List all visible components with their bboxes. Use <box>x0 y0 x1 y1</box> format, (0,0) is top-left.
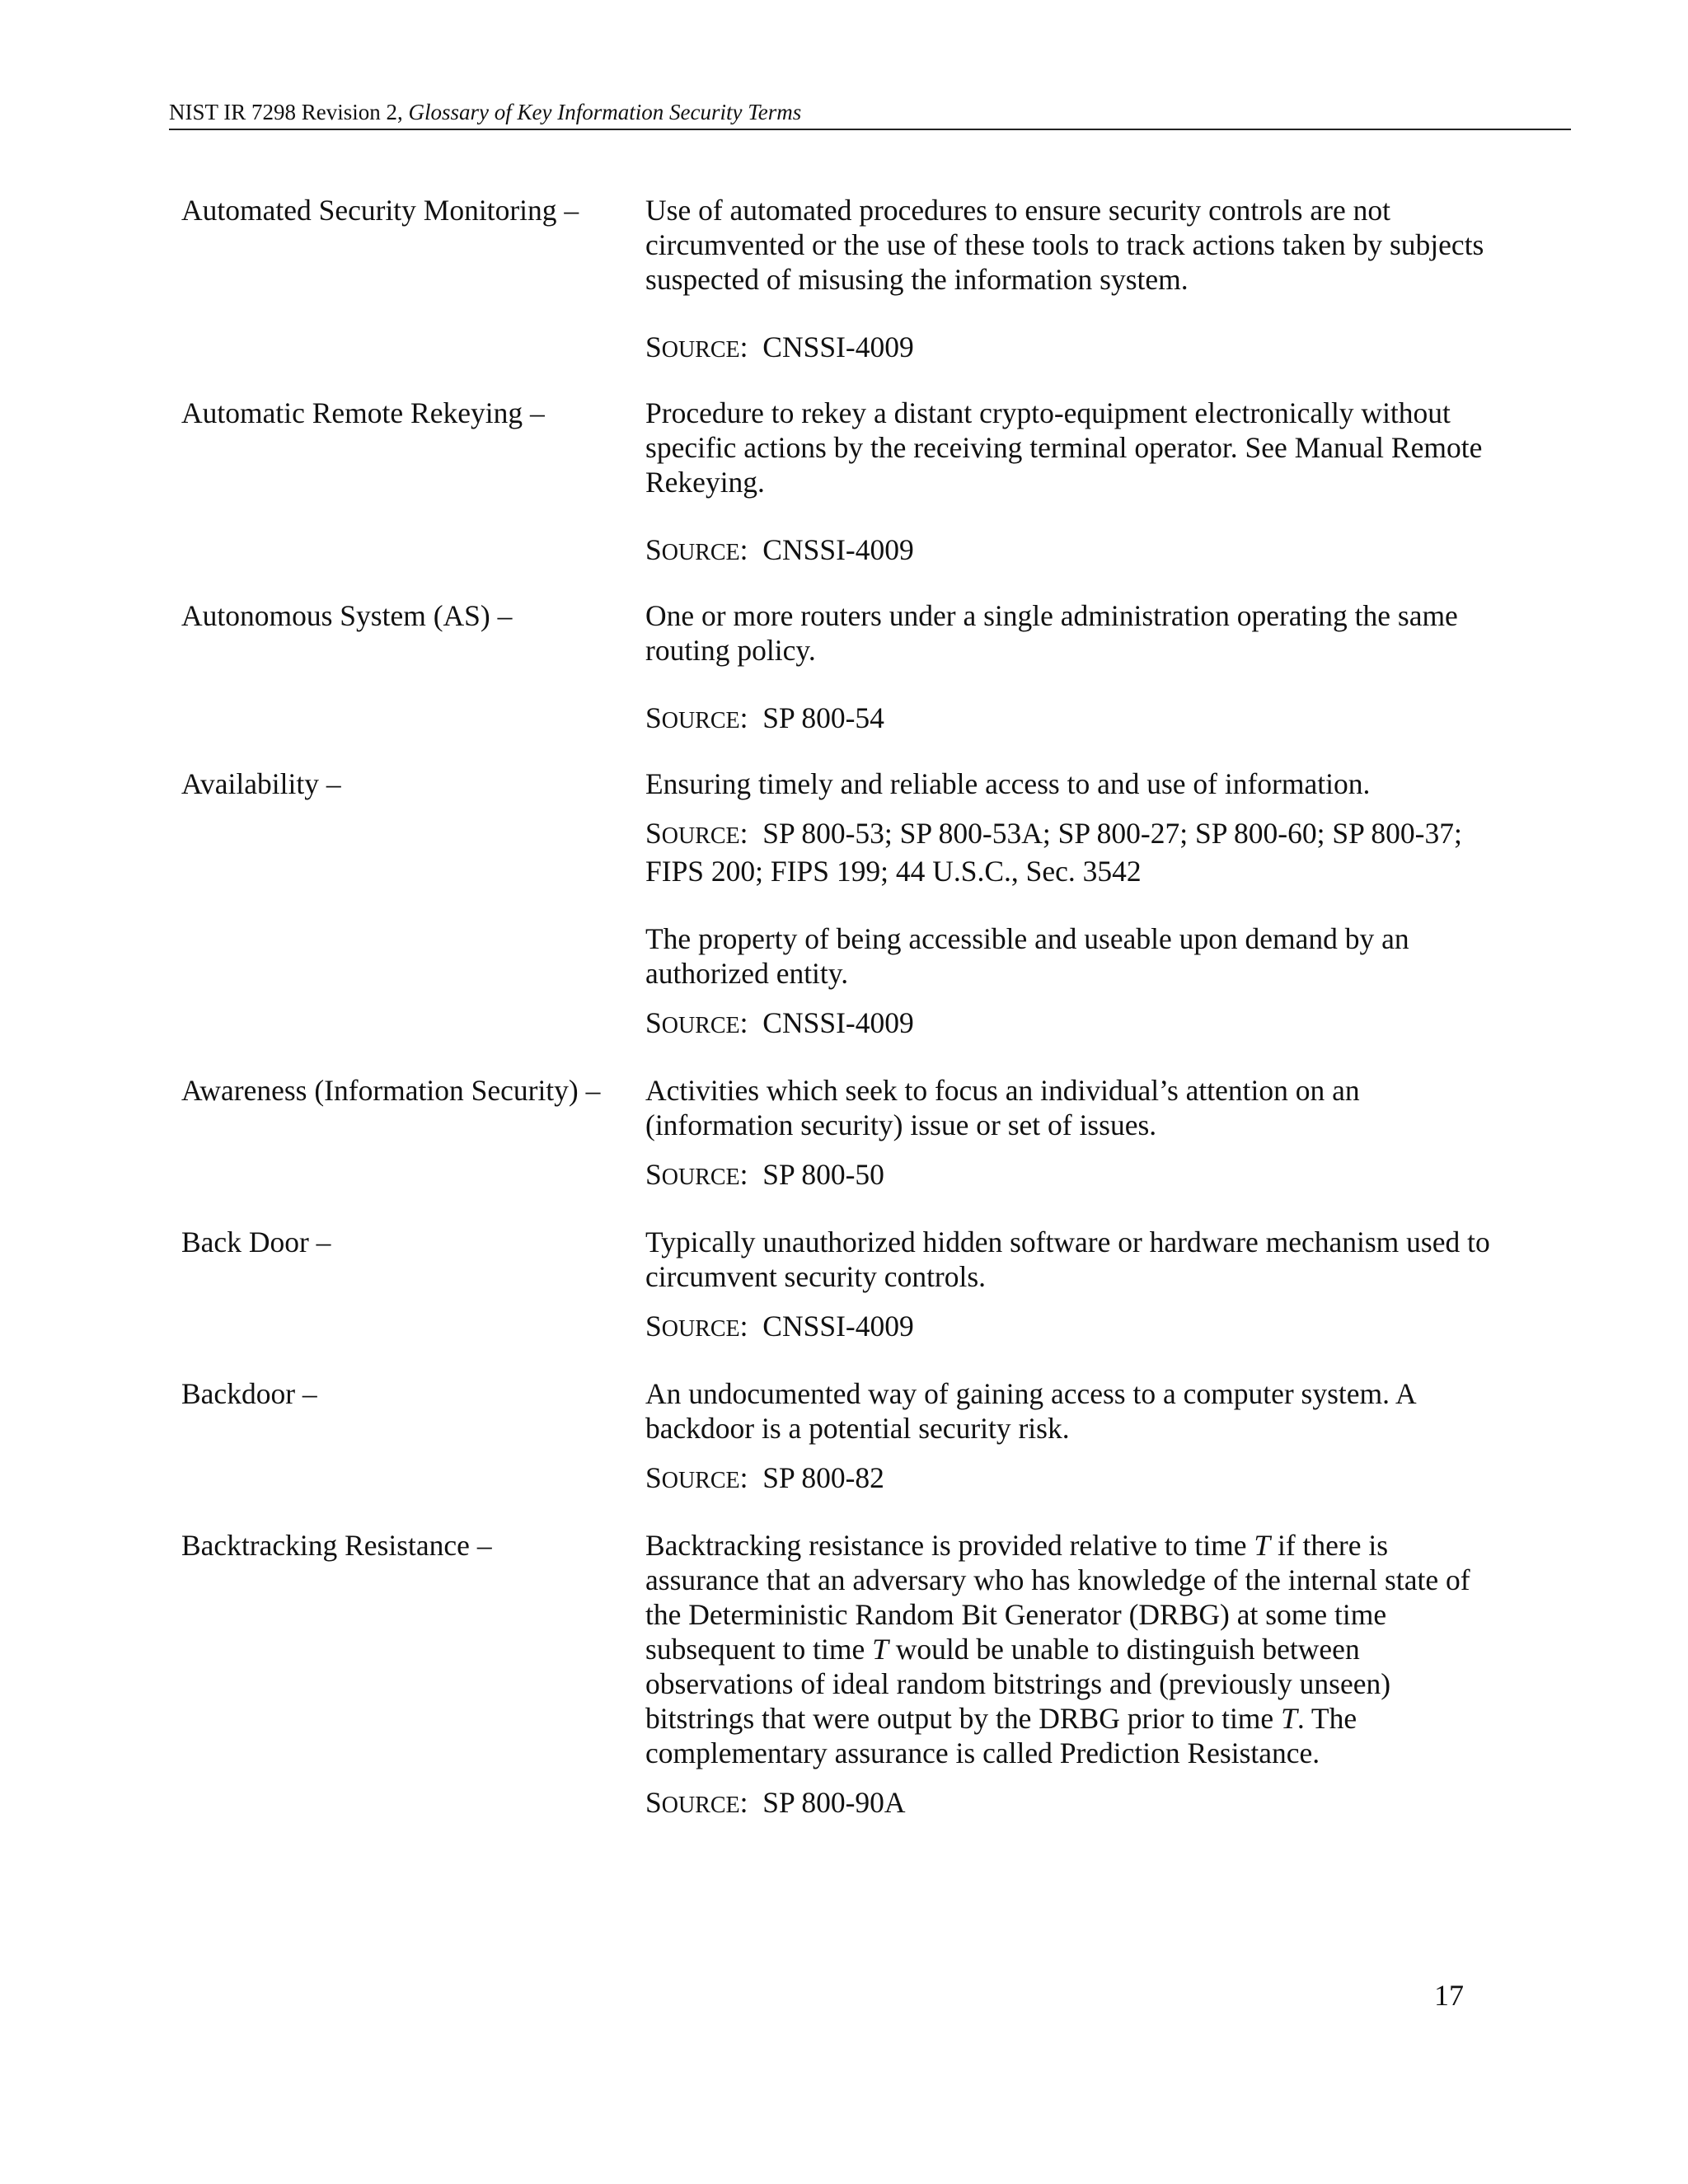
glossary-entry <box>181 1225 1500 1376</box>
source-value: CNSSI-4009 <box>762 533 914 566</box>
glossary-entries <box>181 193 1500 1823</box>
source-value: SP 800-50 <box>762 1158 884 1191</box>
source-value: CNSSI-4009 <box>762 1006 914 1039</box>
source-line <box>645 1005 1503 1043</box>
definition-text <box>645 1528 1503 1770</box>
source-line <box>645 701 1503 738</box>
definition-text-part: if there is assurance that an adversary who has knowledge of the internal state of the Deterministic Random Bit Generator (DRBG) at some time subsequent to time <box>645 1529 1470 1666</box>
source-label: SOURCE: <box>645 701 748 734</box>
source-label: SOURCE: <box>645 1461 748 1494</box>
definition-text: Procedure to rekey a distant crypto-equipment electronically without specific actions by the receiving terminal operator. See Manual Remote Rekeying. <box>645 396 1483 499</box>
glossary-entry <box>181 1073 1500 1225</box>
source-value: SP 800-90A <box>762 1786 906 1819</box>
glossary-definitions <box>645 1073 1503 1195</box>
glossary-definitions <box>645 1528 1503 1823</box>
source-label: SOURCE: <box>645 1310 748 1343</box>
definition-text: Ensuring timely and reliable access to and use of information. <box>645 767 1371 800</box>
glossary-term: Automatic Remote Rekeying – <box>181 396 545 429</box>
definition-text-part: would be unable to distinguish between observations of ideal random bitstrings and (previously unseen) bitstrings that were output by the DRBG prior to time <box>645 1633 1391 1735</box>
source-label: SOURCE: <box>645 1158 748 1191</box>
glossary-definitions <box>645 193 1503 368</box>
definition-text-part: . The complementary assurance is called Prediction Resistance. <box>645 1702 1357 1769</box>
header-doc-id: NIST IR 7298 Revision 2, <box>169 100 409 124</box>
source-label: SOURCE: <box>645 817 748 850</box>
source-label: SOURCE: <box>645 533 748 566</box>
source-line <box>645 1309 1503 1347</box>
glossary-term: Backtracking Resistance – <box>181 1529 492 1562</box>
source-label: SOURCE: <box>645 330 748 363</box>
glossary-term: Automated Security Monitoring – <box>181 194 579 227</box>
source-value: SP 800-53; SP 800-53A; SP 800-27; SP 800-60; SP 800-37; FIPS 200; FIPS 199; 44 U.S.C., Sec. 3542 <box>645 817 1462 888</box>
glossary-definitions <box>645 1376 1503 1498</box>
glossary-entry <box>181 193 1500 396</box>
glossary-entry <box>181 1376 1500 1528</box>
glossary-definitions <box>645 396 1503 570</box>
source-label: SOURCE: <box>645 1786 748 1819</box>
glossary-entry <box>181 766 1500 1073</box>
glossary-definitions <box>645 598 1503 738</box>
source-value: SP 800-82 <box>762 1461 884 1494</box>
source-line <box>645 1460 1503 1498</box>
source-line <box>645 816 1503 888</box>
running-header <box>169 97 1570 127</box>
glossary-term: Backdoor – <box>181 1377 317 1410</box>
glossary-entry <box>181 396 1500 598</box>
definition-text: Use of automated procedures to ensure security controls are not circumvented or the use of these tools to track actions taken by subjects suspected of misusing the information system. <box>645 194 1484 296</box>
page-number: 17 <box>1434 1979 1464 2012</box>
glossary-term: Availability – <box>181 767 341 800</box>
definition-text: An undocumented way of gaining access to a computer system. A backdoor is a potential security risk. <box>645 1377 1415 1445</box>
source-line <box>645 532 1503 570</box>
variable-t: T <box>1281 1702 1297 1735</box>
glossary-entry <box>181 1528 1500 1823</box>
definition-text: One or more routers under a single administration operating the same routing policy. <box>645 599 1458 667</box>
definition-text: Typically unauthorized hidden software or hardware mechanism used to circumvent security controls. <box>645 1226 1490 1293</box>
glossary-definitions <box>645 1225 1503 1347</box>
glossary-entry <box>181 598 1500 766</box>
source-value: CNSSI-4009 <box>762 330 914 363</box>
variable-t: T <box>872 1633 889 1666</box>
variable-t: T <box>1254 1529 1271 1562</box>
definition-text-part: Backtracking resistance is provided relative to time <box>645 1529 1254 1562</box>
header-rule <box>169 129 1571 130</box>
definition-text: The property of being accessible and useable upon demand by an authorized entity. <box>645 922 1409 990</box>
glossary-term: Autonomous System (AS) – <box>181 599 513 632</box>
source-value: SP 800-54 <box>762 701 884 734</box>
glossary-definitions <box>645 766 1503 1043</box>
source-label: SOURCE: <box>645 1006 748 1039</box>
glossary-term: Awareness (Information Security) – <box>181 1074 601 1107</box>
source-line <box>645 1157 1503 1195</box>
source-line <box>645 330 1503 368</box>
header-doc-title: Glossary of Key Information Security Terms <box>408 100 802 124</box>
glossary-term: Back Door – <box>181 1226 331 1258</box>
source-value: CNSSI-4009 <box>762 1310 914 1343</box>
source-line <box>645 1785 1503 1823</box>
definition-text: Activities which seek to focus an individual’s attention on an (information security) issue or set of issues. <box>645 1074 1360 1141</box>
